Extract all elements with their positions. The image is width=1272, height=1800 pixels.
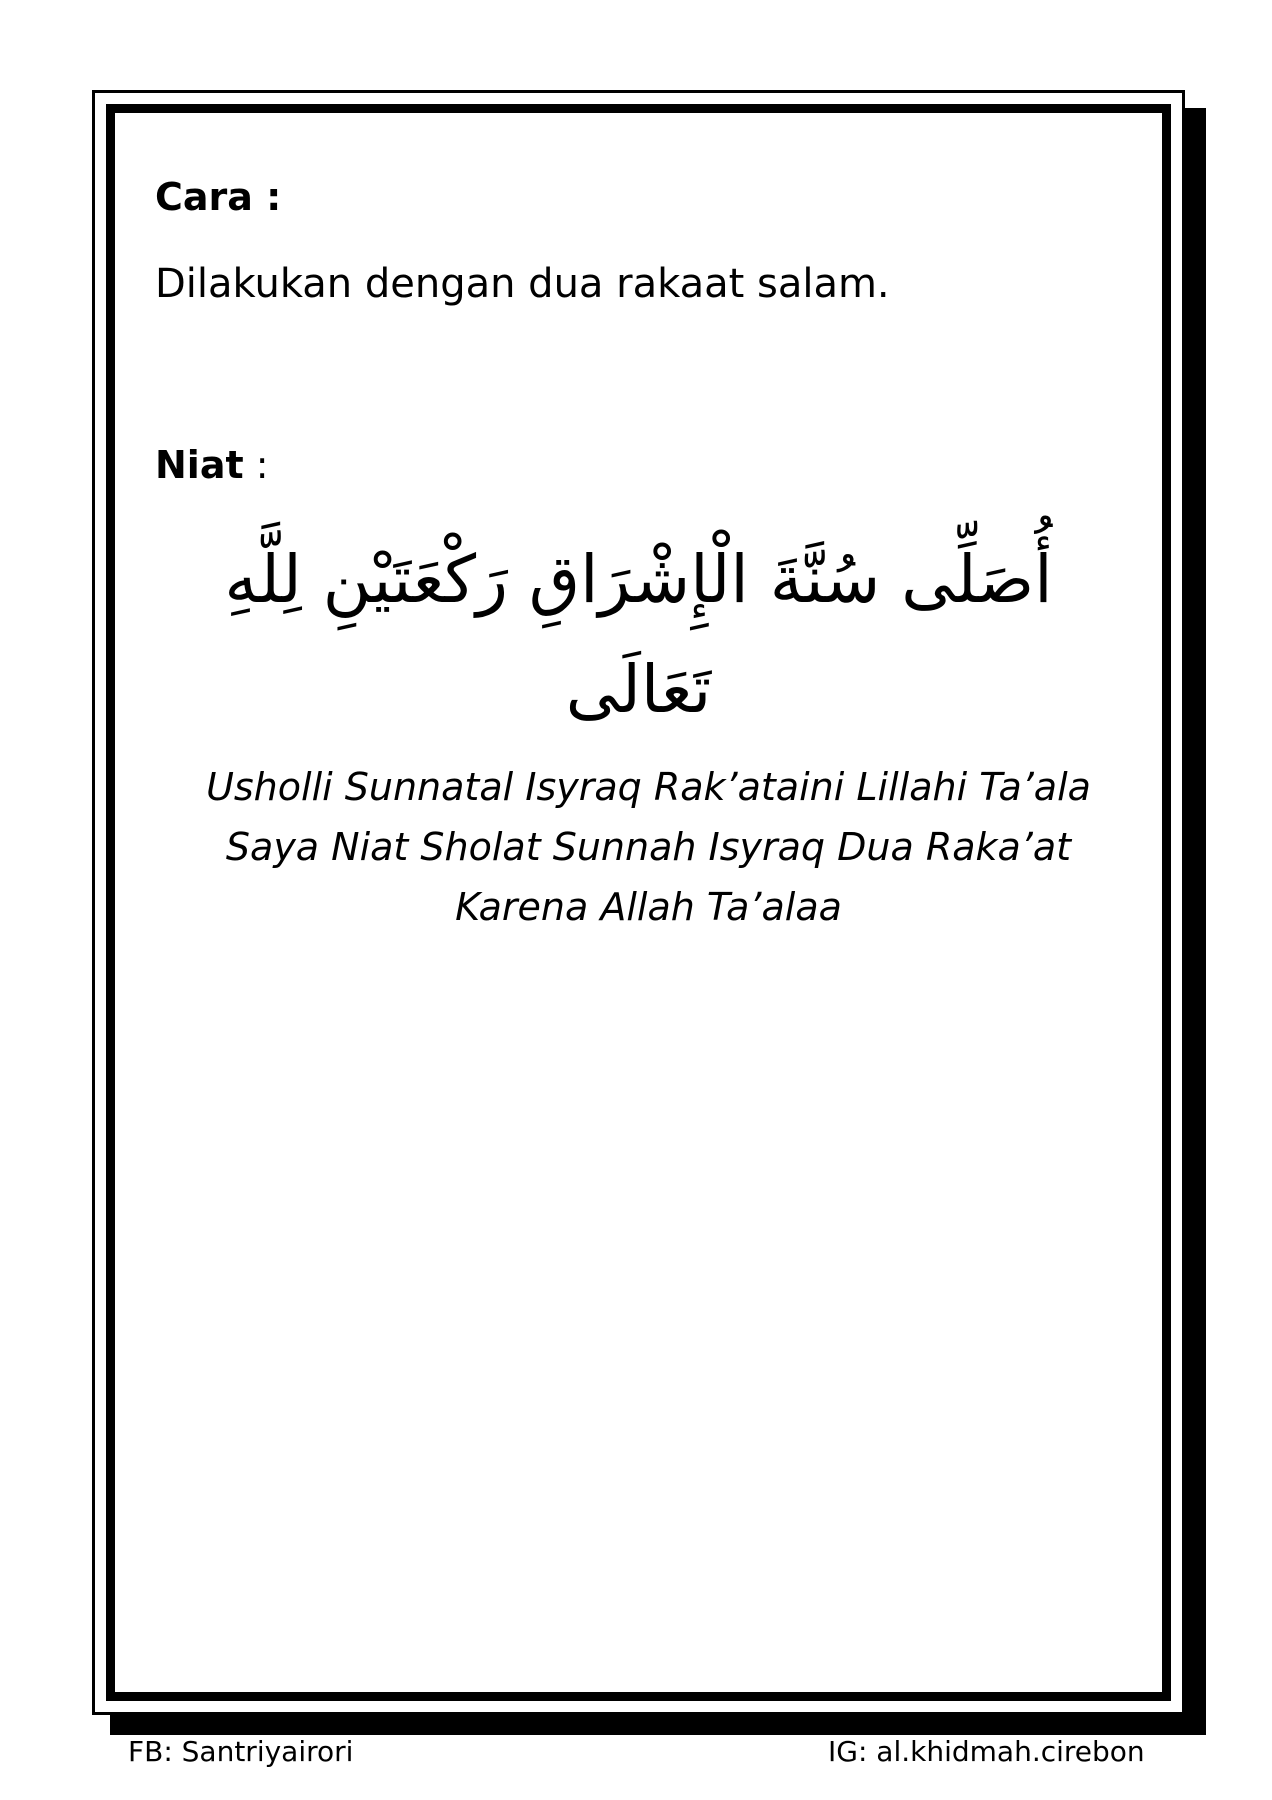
page-frame-inner: [106, 104, 1171, 1701]
cara-heading: [155, 173, 1122, 221]
page-content: [155, 173, 1122, 937]
niat-label: Niat: [155, 443, 244, 487]
niat-translation-line1: Saya Niat Sholat Sunnah Isyraq Dua Raka’at: [225, 825, 1072, 869]
niat-label-colon: :: [243, 443, 269, 487]
page-frame-outer: [92, 90, 1185, 1715]
niat-arabic-text: أُصَلِّى سُنَّةَ الْإِشْرَاقِ رَكْعَتَيْنِ لِلَّهِ تَعَالَى: [224, 541, 1053, 728]
footer-instagram: IG: al.khidmah.cirebon: [828, 1735, 1145, 1768]
cara-description: Dilakukan dengan dua rakaat salam.: [155, 261, 890, 307]
cara-label-colon: :: [252, 175, 282, 219]
niat-heading: [155, 441, 1122, 489]
footer-facebook: FB: Santriyairori: [128, 1735, 354, 1768]
cara-label: Cara: [155, 175, 253, 219]
niat-transliteration: Usholli Sunnatal Isyraq Rak’ataini Lillahi Ta’ala: [206, 765, 1091, 809]
niat-translation-line2: Karena Allah Ta’alaa: [455, 885, 842, 929]
niat-translation-block: [175, 757, 1122, 937]
